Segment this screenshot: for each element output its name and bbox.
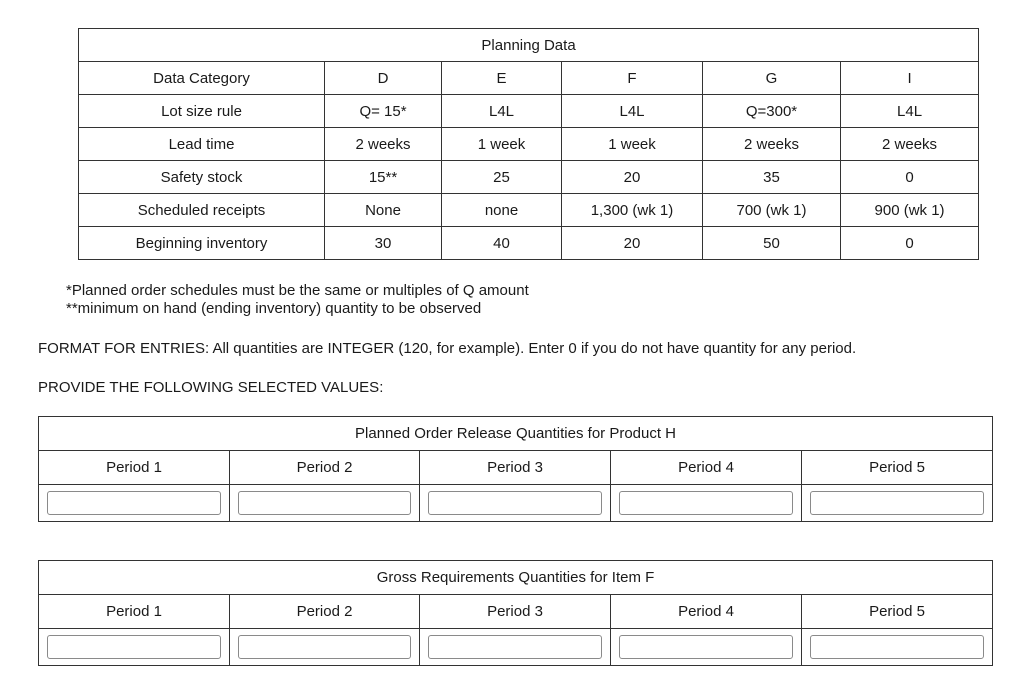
planning-header-row bbox=[79, 62, 979, 95]
input-cell bbox=[802, 485, 993, 522]
planning-data-table bbox=[78, 28, 979, 260]
table-cell: 0 bbox=[841, 161, 979, 194]
table-cell: 1 week bbox=[442, 128, 562, 161]
table-row bbox=[79, 128, 979, 161]
input-cell bbox=[611, 485, 802, 522]
table-cell: 900 (wk 1) bbox=[841, 194, 979, 227]
planned-order-release-period-1-input[interactable] bbox=[47, 491, 221, 515]
planning-title-row bbox=[79, 29, 979, 62]
gross-requirements-title: Gross Requirements Quantities for Item F bbox=[39, 561, 993, 595]
input-cell bbox=[39, 485, 230, 522]
table-row bbox=[79, 194, 979, 227]
row-label-lead-time: Lead time bbox=[79, 128, 325, 161]
table-cell: 25 bbox=[442, 161, 562, 194]
table-row bbox=[79, 227, 979, 260]
safety-stock-footnote: **minimum on hand (ending inventory) quantity to be observed bbox=[66, 300, 482, 317]
planned-order-release-period-4-input[interactable] bbox=[619, 491, 793, 515]
table-cell: L4L bbox=[442, 95, 562, 128]
provide-values-heading: PROVIDE THE FOLLOWING SELECTED VALUES: bbox=[38, 379, 384, 396]
planned-order-release-table bbox=[38, 416, 993, 522]
input-cell bbox=[230, 485, 420, 522]
input-cell bbox=[802, 629, 993, 666]
header-data-category: Data Category bbox=[79, 62, 325, 95]
period-3-header: Period 3 bbox=[420, 595, 611, 629]
gross-requirements-period-4-input[interactable] bbox=[619, 635, 793, 659]
period-2-header: Period 2 bbox=[230, 451, 420, 485]
header-item-g: G bbox=[703, 62, 841, 95]
table-cell: L4L bbox=[562, 95, 703, 128]
header-item-i: I bbox=[841, 62, 979, 95]
input-cell bbox=[420, 485, 611, 522]
period-4-header: Period 4 bbox=[611, 451, 802, 485]
period-1-header: Period 1 bbox=[39, 451, 230, 485]
input-cell bbox=[230, 629, 420, 666]
period-header-row bbox=[39, 451, 993, 485]
row-label-beginning-inventory: Beginning inventory bbox=[79, 227, 325, 260]
table-cell: Q= 15* bbox=[325, 95, 442, 128]
table-row bbox=[79, 161, 979, 194]
table-cell: 15** bbox=[325, 161, 442, 194]
header-item-e: E bbox=[442, 62, 562, 95]
planned-order-release-period-2-input[interactable] bbox=[238, 491, 411, 515]
period-header-row bbox=[39, 595, 993, 629]
period-4-header: Period 4 bbox=[611, 595, 802, 629]
table-cell: 50 bbox=[703, 227, 841, 260]
input-cell bbox=[420, 629, 611, 666]
table-cell: 20 bbox=[562, 161, 703, 194]
planned-order-release-period-3-input[interactable] bbox=[428, 491, 602, 515]
row-label-safety-stock: Safety stock bbox=[79, 161, 325, 194]
table-cell: 20 bbox=[562, 227, 703, 260]
input-row bbox=[39, 629, 993, 666]
gross-requirements-period-3-input[interactable] bbox=[428, 635, 602, 659]
entry-title-row bbox=[39, 561, 993, 595]
gross-requirements-period-2-input[interactable] bbox=[238, 635, 411, 659]
table-cell: none bbox=[442, 194, 562, 227]
period-3-header: Period 3 bbox=[420, 451, 611, 485]
table-cell: 2 weeks bbox=[841, 128, 979, 161]
table-cell: L4L bbox=[841, 95, 979, 128]
input-row bbox=[39, 485, 993, 522]
row-label-scheduled-receipts: Scheduled receipts bbox=[79, 194, 325, 227]
entry-title-row bbox=[39, 417, 993, 451]
gross-requirements-period-1-input[interactable] bbox=[47, 635, 221, 659]
period-2-header: Period 2 bbox=[230, 595, 420, 629]
planned-order-release-period-5-input[interactable] bbox=[810, 491, 984, 515]
table-cell: 30 bbox=[325, 227, 442, 260]
gross-requirements-period-5-input[interactable] bbox=[810, 635, 984, 659]
row-label-lot-size-rule: Lot size rule bbox=[79, 95, 325, 128]
input-cell bbox=[39, 629, 230, 666]
period-5-header: Period 5 bbox=[802, 595, 993, 629]
format-instructions: FORMAT FOR ENTRIES: All quantities are INTEGER (120, for example). Enter 0 if you do not have quantity for any period. bbox=[38, 340, 857, 357]
table-cell: Q=300* bbox=[703, 95, 841, 128]
input-cell bbox=[611, 629, 802, 666]
table-cell: 700 (wk 1) bbox=[703, 194, 841, 227]
table-cell: None bbox=[325, 194, 442, 227]
table-cell: 0 bbox=[841, 227, 979, 260]
lot-size-footnote: *Planned order schedules must be the same or multiples of Q amount bbox=[66, 282, 529, 299]
header-item-d: D bbox=[325, 62, 442, 95]
table-cell: 2 weeks bbox=[703, 128, 841, 161]
planned-order-release-title: Planned Order Release Quantities for Product H bbox=[39, 417, 993, 451]
table-cell: 1,300 (wk 1) bbox=[562, 194, 703, 227]
table-cell: 1 week bbox=[562, 128, 703, 161]
table-cell: 2 weeks bbox=[325, 128, 442, 161]
header-item-f: F bbox=[562, 62, 703, 95]
gross-requirements-table bbox=[38, 560, 993, 666]
table-row bbox=[79, 95, 979, 128]
period-1-header: Period 1 bbox=[39, 595, 230, 629]
planning-title: Planning Data bbox=[79, 29, 979, 62]
table-cell: 40 bbox=[442, 227, 562, 260]
table-cell: 35 bbox=[703, 161, 841, 194]
period-5-header: Period 5 bbox=[802, 451, 993, 485]
